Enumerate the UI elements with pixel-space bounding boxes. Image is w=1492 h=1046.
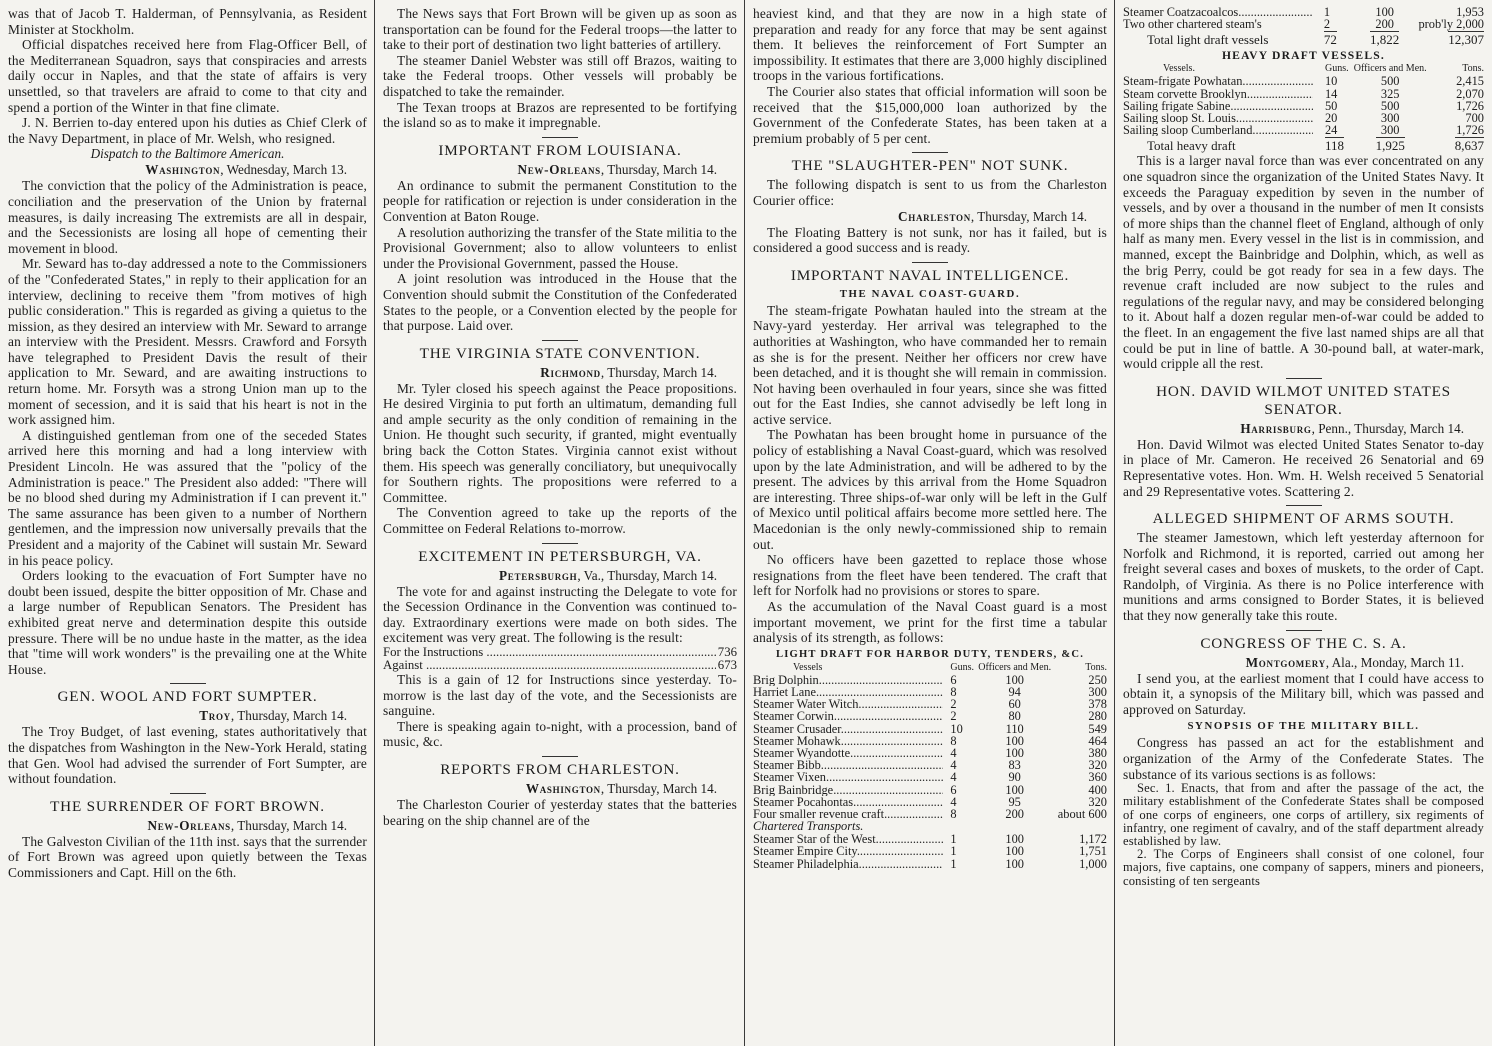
men: 200 [1005,807,1024,822]
table-row [1123,75,1484,87]
tally-label: Against ..... [383,659,716,672]
table-total-row [1123,30,1484,47]
table-row [753,759,1107,771]
guns: 10 [1324,74,1338,89]
table-row [1123,100,1484,112]
men: 500 [1380,98,1400,113]
men: 100 [1005,844,1024,859]
men: 100 [1005,746,1024,760]
paragraph-synopsis-intro: I send you, at the earliest moment that I could have access to obtain it, a synopsis of the Military bill, which was passed and approved on Saturday. [1123,670,1484,717]
dateline-date: , Va., Thursday, March 14. [577,567,717,583]
paragraph-wool: The Troy Budget, of last evening, states authoritatively that the dispatches from Washington in the New-York Herald, stating that Gen. Wool had advised the surrender of Fort Sumpter, are without foundation. [8,724,367,787]
vessel-name: Two other chartered steam's [1123,18,1262,31]
headline-charleston: REPORTS FROM CHARLESTON. [440,760,680,778]
paragraph-loan: The Courier also states that official information will soon be received that the $15,000,000 loan authorized by the Government of the Confederate States, has been taken at a premium probably of 5 per cent. [753,83,1107,146]
column-rule [374,0,375,1046]
dateline-harrisburg [1123,421,1484,437]
tons: 1,726 [1456,123,1484,138]
total-tons: 8,637 [1454,138,1484,154]
tally-label: For the Instructions ..... [383,646,716,659]
paragraph-vote: The vote for and against instructing the Delegate to vote for the Secession Ordinance in the Convention was continued to-day. Extraordinary exertions were made on both sides. The excitement was very great. The following is the result: [383,583,737,646]
dateline-place: Petersburgh [499,567,578,583]
men: 100 [1005,856,1024,871]
guns: 6 [950,782,957,797]
paragraph-dispatch-intro: The following dispatch is sent to us from the Charleston Courier office: [753,177,1107,208]
column-1 [0,0,375,1046]
guns: 2 [950,709,957,724]
paragraph-halderman: was that of Jacob T. Halderman, of Pennsylvania, as Resident Minister at Stockholm. [8,6,367,37]
subhead-coast-guard: THE NAVAL COAST-GUARD. [839,287,1021,300]
dateline-place: Troy [199,708,231,724]
total-guns: 72 [1323,32,1337,48]
guns: 8 [950,684,957,699]
separator [1286,378,1322,379]
table-row [753,698,1107,710]
men: 80 [1008,709,1021,724]
paragraph-floating-battery: The Floating Battery is not sunk, nor has it failed, but is considered a good success and is ready. [753,224,1107,256]
paragraph-wilmot: Hon. David Wilmot was elected United States Senator to-day in place of Mr. Cameron. He received 26 Senatorial and 69 Representative votes. Hon. Wm. H. Welsh received 5 Senatorial and 29 Representative votes. Scattering 2. [1123,436,1484,499]
total-label: Total light draft vessels [1147,32,1269,48]
tons: 549 [1088,721,1107,736]
paragraph-gain: This is a gain of 12 for Instructions since yesterday. To-morrow is the last day of the vote, and the Secessionists are sanguine. [383,672,737,719]
table-row [753,710,1107,722]
separator [542,137,578,138]
guns: 8 [950,807,957,822]
table-row [753,796,1107,808]
tons: 2,070 [1456,86,1484,101]
total-men: 1,822 [1370,32,1400,48]
tons: 1,953 [1456,5,1484,19]
men: 500 [1380,74,1400,89]
men: 110 [1005,721,1024,736]
dateline-new-orleans [383,162,737,178]
separator [170,683,206,684]
dateline-date: , Thursday, March 14. [600,364,717,380]
paragraph-act: Congress has passed an act for the establishment and organization of the Army of the Confederate States. The substance of its various sections is as follows: [1123,735,1484,782]
paragraph-militia: A resolution authorizing the transfer of the State militia to the Provisional Government; also to allow volunteers to enlist under the Provisional Government, passed the House. [383,224,737,271]
guns: 2 [1323,17,1331,32]
table-row [753,833,1107,845]
tons: 1,172 [1079,832,1107,847]
table-row [1123,124,1484,136]
tons: 378 [1088,697,1107,712]
vessel-name: Brig Dolphin [753,673,819,686]
guns: 8 [950,733,957,748]
paragraph-section-2: 2. The Corps of Engineers shall consist of one colonel, four majors, five captains, one company of sappers, miners and pioneers, consisting of ten sergeants [1123,847,1484,888]
vessel-name: Steam corvette Brooklyn [1123,87,1247,100]
separator [542,543,578,544]
dateline-place: Washington [145,162,221,178]
men: 100 [1005,733,1024,748]
vessel-name: Four smaller revenue craft [753,808,885,821]
dateline-place: Charleston [898,208,971,224]
guns: 14 [1324,86,1338,101]
guns: 4 [950,770,957,785]
vessel-name: Steamer Water Witch [753,698,859,711]
column-2 [375,0,745,1046]
men: 325 [1380,86,1400,101]
paragraph-officers: No officers have been gazetted to replace those whose resignations from the fleet have been tendered. The craft that left for Norfolk had no provisions or stores to spare. [753,552,1107,599]
guns: 50 [1324,98,1338,113]
dateline-date: , Thursday, March 14. [600,780,717,796]
vessel-name: Steamer Empire City [753,845,857,858]
header-guns: Guns. [1324,63,1349,75]
tally-row [383,659,737,672]
column-3 [745,0,1115,1046]
dateline-date: , Ala., Monday, March 11. [1325,654,1464,670]
table-row [753,735,1107,747]
paragraph-news: The News says that Fort Brown will be given up as soon as transportation can be found for the Federal troops—the latter to take to their port of destination two light batteries of artillery. [383,6,737,53]
tons: 464 [1088,733,1107,748]
dateline-date: , Thursday, March 14. [970,208,1087,224]
table-subsection-row [753,820,1107,833]
dateline-montgomery [1123,655,1484,671]
tons: 380 [1088,746,1107,760]
men: 83 [1008,758,1021,773]
column-4 [1115,0,1492,1046]
vessel-name: Steamer Bibb [753,759,821,772]
dateline-date: , Thursday, March 14. [230,708,347,724]
men: 94 [1008,684,1021,699]
men: 100 [1005,782,1024,797]
headline-csa-congress: CONGRESS OF THE C. S. A. [1200,634,1407,652]
men: 100 [1375,5,1394,19]
dateline-charleston [753,209,1107,225]
guns: 4 [950,746,957,760]
guns: 1 [950,856,957,871]
vessel-name: Steam-frigate Powhatan [1123,75,1243,88]
dateline-date: , Thursday, March 14. [600,161,717,177]
vessel-name: Steamer Wyandotte [753,747,851,760]
dateline-date: , Thursday, March 14. [230,817,347,833]
separator [912,152,948,153]
dateline-petersburgh [383,568,737,584]
paragraph-courier: The Charleston Courier of yesterday states that the batteries bearing on the ship channel are of the [383,796,737,828]
headline-naval: IMPORTANT NAVAL INTELLIGENCE. [790,266,1070,284]
paragraph-tabular: As the accumulation of the Naval Coast guard is a most important movement, we print for the first time a tabular analysis of its strength, as follows: [753,599,1107,646]
paragraph-berrien: J. N. Berrien to-day entered upon his duties as Chief Clerk of the Navy Department, in place of Mr. Welsh, who resigned. [8,115,367,146]
tons: 700 [1465,111,1484,126]
header-men: Officers and Men. [978,661,1052,673]
paragraph-powhatan: The steam-frigate Powhatan hauled into the stream at the Navy-yard yesterday. Her arrival was telegraphed to the authorities at Washington, who have commanded her to remain as she is for the present. Neither her officers nor crew have been detached, and it is thought she will remain in commission. Not having been overhauled in four years, since she was fitted out for the East Indies, she cannot advisedly be left long in active service. [753,302,1107,427]
table-row [1123,18,1484,30]
dateline-place: Washington [525,780,601,796]
paragraph-coast-guard-policy: The Powhatan has been brought home in pursuance of the policy of establishing a Naval Coast-guard, which was resolved upon by the late Administration, and will be adhered to by the present. The advices by this arrival from the Home Squadron are interesting. Three ships-of-war only will be left in the Gulf of Mexico until political affairs become more settled here. The Macedonian is the only newly-commissioned ship to remain out. [753,427,1107,552]
total-label: Total heavy draft [1147,138,1236,154]
guns: 20 [1324,111,1338,126]
table-row [753,858,1107,870]
men: 300 [1380,111,1400,126]
tons: prob'ly 2,000 [1418,17,1484,32]
header-tons: Tons. [1462,63,1484,75]
guns: 1 [950,844,957,859]
tally-value: 673 [717,658,737,672]
table-header-row [753,662,1107,674]
guns: 10 [950,721,963,736]
paragraph-conviction: The conviction that the policy of the Administration is peace, conciliation and the preservation of the Union by fraternal measures, is daily increasing The extremists are all in despair, and the Secessionists are losing all hope of cementing their movement in blood. [8,178,367,256]
table-row [753,784,1107,796]
table-row [753,845,1107,857]
vessel-name: Steamer Coatzacoalcos [1123,6,1239,19]
paragraph-tyler: Mr. Tyler closed his speech against the Peace propositions. He desired Virginia to put forth an ultimatum, demanding full and ample security as the only condition of remaining in the Union. He thought such security, if granted, might eventually bring back the Cotton States. Virginia cannot exist without them. His speech was generally conciliatory, but unequivocally for Southern rights. The propositions were referred to a Committee. [383,380,737,505]
headline-arms-south: ALLEGED SHIPMENT OF ARMS SOUTH. [1152,510,1455,528]
vessel-name: Sailing frigate Sabine [1123,99,1231,113]
separator [542,756,578,757]
guns: 2 [950,697,957,712]
paragraph-seward: Mr. Seward has to-day addressed a note to the Commissioners of the "Confederated States," in reply to their application for an interview, declining to receive them "from motives of high public consideration." This is regarded as giving a quietus to the mission, as they desired an interview with Mr. Seward to arrange an interview with the President. Messrs. Crawford and Forsyth have telegraphed to President Davis the result of their application to Mr. Seward, and are awaiting instructions to return home. Mr. Forsyth was a strong Union man up to the moment of secession, and it is said that his heart is not in the work assigned him. [8,256,367,428]
dateline-date: , Penn., Thursday, March 14. [1311,420,1464,436]
paragraph-joint-resolution: A joint resolution was introduced in the House that the Convention should submit the Constitution of the Confederated States to the people, or a Convention elected by the people for that purpose. Laid over. [383,271,737,334]
dateline-place: Richmond [540,364,601,380]
table-total-row [1123,136,1484,153]
vessel-name: Steamer Crusader [753,722,841,735]
vessel-name: Steamer Philadelphia [753,857,859,870]
dateline-place: Montgomery [1245,654,1326,670]
headline-petersburgh: EXCITEMENT IN PETERSBURGH, VA. [418,547,702,565]
table-row [1123,88,1484,100]
dateline-troy [8,708,367,724]
table-row [753,674,1107,686]
men: 200 [1375,17,1394,32]
paragraph-section-1: Sec. 1. Enacts, that from and after the passage of the act, the military establishment of the Confederate States shall be composed of one corps of engineers, one corps of artillery, six regiments of infantry, one regiment of cavalry, and of the staff department already established by law. [1123,781,1484,849]
tons: 320 [1088,794,1107,809]
paragraph-larger-force: This is a larger naval force than was ever concentrated on any one squadron since the organization of the United States Navy. It exceeds the Paraguay expedition by seven in the number of vessels, and by over a thousand in the number of men It consists of more ships than the channel fleet of England, although of only half as many men. Every vessel in the list is in commission, and manned, except the Bainbridge and Dolphin, which, as well as the brig Perry, could be got ready for sea in a few days. The revenue craft included are now subject to the rules and regulations of the regular navy, and may be considered belonging to it. About half a dozen regular men-of-war could be added to the fleet. In an engagement the five last named ships are all that could be put in line of battle. A 30-pound ball, at water-mark, would cripple all the rest. [1123,153,1484,372]
tons: about 600 [1057,807,1107,822]
tons: 2,415 [1456,74,1484,89]
headline-virginia: THE VIRGINIA STATE CONVENTION. [419,344,701,362]
separator [912,262,948,263]
header-vessels: Vessels [793,661,823,673]
guns: 1 [1323,5,1331,19]
table-row [753,747,1107,759]
heavy-draft-table [1123,63,1484,153]
men: 300 [1380,123,1400,138]
vessel-name: Sailing sloop St. Louis [1123,112,1236,125]
table-row [1123,112,1484,124]
paragraph-webster: The steamer Daniel Webster was still off Brazos, waiting to take the Federal troops. Other vessels will probably be dispatched to take the remainder. [383,52,737,99]
separator [1286,630,1322,631]
dateline-place: New-Orleans [517,161,601,177]
guns: 4 [950,794,957,809]
dateline-place: New-Orleans [147,817,231,833]
headline-louisiana: IMPORTANT FROM LOUISIANA. [438,141,682,159]
tons: 250 [1088,672,1107,687]
tons: 400 [1088,782,1107,797]
header-tons: Tons. [1085,661,1107,673]
separator [1286,505,1322,506]
separator [542,340,578,341]
vessel-name: Sailing sloop Cumberland [1123,124,1253,137]
tons: 1,000 [1079,856,1107,871]
tons: 320 [1088,758,1107,773]
dateline-new-orleans [8,818,367,834]
tons: 1,726 [1456,98,1484,113]
tally-row [383,646,737,659]
dateline-richmond [383,365,737,381]
table-title-light-draft: LIGHT DRAFT FOR HARBOR DUTY, TENDERS, &C. [775,648,1085,660]
guns: 6 [950,672,957,687]
tons: 360 [1088,770,1107,785]
guns: 4 [950,758,957,773]
tons: 1,751 [1079,844,1107,859]
vessel-name: Steamer Vixen [753,771,827,784]
dateline-date: , Wednesday, March 13. [220,162,347,178]
paragraph-gentleman: A distinguished gentleman from one of the seceded States arrived here this morning and had a long interview with President Lincoln. He was assured that the "policy of the Administration is peace." The President also added: "There will be no blood shed during my Administration if I can prevent it." The same assurance has been given to a number of Northern gentlemen, and the impression now universally prevails that the President and a majority of the Cabinet will sustain Mr. Seward in his peace policy. [8,427,367,568]
vessel-name: Steamer Corwin [753,710,834,723]
total-guns: 118 [1324,138,1345,154]
tally-value: 736 [717,645,737,659]
guns: 1 [950,832,957,847]
table-header-row [1123,63,1484,75]
vessel-name: Brig Bainbridge [753,783,834,796]
header-men: Officers and Men. [1353,63,1427,75]
men: 100 [1005,832,1024,847]
headline-gen-wool: GEN. WOOL AND FORT SUMPTER. [57,688,318,706]
paragraph-convention: The Convention agreed to take up the reports of the Committee on Federal Relations to-morrow. [383,505,737,537]
paragraph-speaking: There is speaking again to-night, with a procession, band of music, &c. [383,718,737,750]
paragraph-orders: Orders looking to the evacuation of Fort Sumpter have no doubt been issued, despite the bitter opposition of Mr. Chase and a large number of Republican Senators. The President has exhibited great nerve and determination despite this outside pressure. There will be no undue haste in the matter, as the idea that "time will work wonders" is the prevailing one at the White House. [8,568,367,677]
header-vessels: Vessels. [1163,63,1195,75]
dispatch-source: Dispatch to the Baltimore American. [90,146,285,162]
headline-fort-brown: THE SURRENDER OF FORT BROWN. [50,797,325,815]
paragraph-jamestown: The steamer Jamestown, which left yesterday afternoon for Norfolk and Richmond, it is reported, carried out among her freight several cases and boxes of muskets, to the order of Capt. Randolph, of Virginia. As there is no Police interference with munitions and arms consigned to Border States, it is believed that they now generally take this route. [1123,530,1484,624]
vessel-name: Harriet Lane [753,685,816,699]
headline-slaughter-pen: THE "SLAUGHTER-PEN" NOT SUNK. [791,157,1069,175]
total-tons: 12,307 [1448,32,1484,48]
dateline-place: Harrisburg [1240,420,1312,436]
men: 60 [1008,697,1021,712]
tons: 300 [1088,684,1107,699]
table-title-heavy-draft: HEAVY DRAFT VESSELS. [1221,49,1386,63]
column-rule [1114,0,1115,1046]
headline-wilmot: HON. DAVID WILMOT UNITED STATES SENATOR. [1156,382,1451,418]
subhead-military-bill: SYNOPSIS OF THE MILITARY BILL. [1187,720,1420,733]
column-rule [744,0,745,1046]
paragraph-bell: Official dispatches received here from Flag-Officer Bell, of the Mediterranean Squadron, says that conspiracies and arrests daily occur in Naples, and that the state of affairs is very unsettled, so that travelers are afraid to come to that city and spend a portion of the Winter in that fine climate. [8,37,367,115]
vessel-name: Steamer Star of the West [753,833,876,846]
paragraph-texan: The Texan troops at Brazos are represented to be fortifying the island so as to make it impregnable. [383,99,737,131]
tons: 280 [1088,709,1107,724]
vessel-name: Steamer Pocahontas [753,795,854,809]
separator [170,793,206,794]
guns: 24 [1324,123,1338,138]
men: 100 [1005,672,1024,687]
paragraph-fort-brown: The Galveston Civilian of the 11th inst. says that the surrender of Fort Brown was agreed upon quietly between the Texas Commissioners and Capt. Hill on the 6th. [8,833,367,880]
table-row [753,723,1107,735]
table-row [753,686,1107,698]
light-draft-table [753,662,1107,870]
vessel-name: Steamer Mohawk [753,734,841,747]
dateline-washington [8,162,367,178]
dateline-washington [383,781,737,797]
paragraph-ordinance: An ordinance to submit the permanent Constitution to the people for ratification or rejection is under consideration in the Convention at Baton Rouge. [383,177,737,224]
men: 90 [1008,770,1021,785]
total-men: 1,925 [1375,138,1405,154]
paragraph-batteries: heaviest kind, and that they are now in a high state of preparation and ready for any force that may be sent against them. It believes the reinforcement of Fort Sumpter an impossibility. It estimates that there are 3,000 highly disciplined troops in the various fortifications. [753,6,1107,84]
table-row [753,771,1107,783]
light-draft-table-continued [1123,6,1484,47]
subsection-chartered: Chartered Transports. [753,819,864,834]
header-guns: Guns. [950,661,975,673]
men: 95 [1008,794,1021,809]
